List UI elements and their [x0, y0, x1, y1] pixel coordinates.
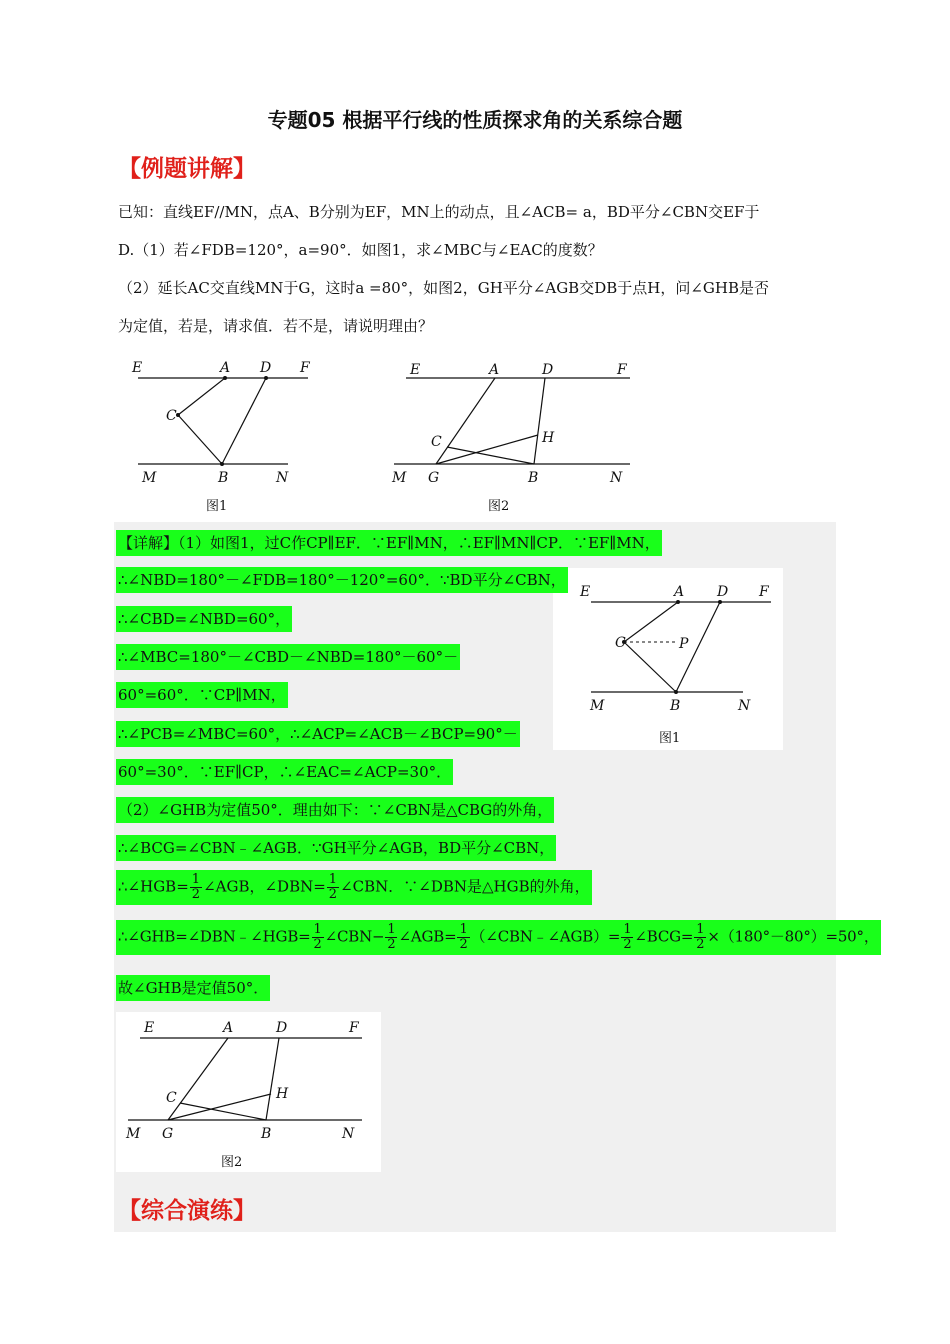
section-heading-practice: 【综合演练】	[118, 1198, 256, 1224]
label-N: N	[276, 470, 289, 486]
label-C: C	[166, 1090, 177, 1106]
label-D: D	[542, 362, 554, 378]
problem-line-3: （2）延长AC交直线MN于G，这时a =80°，如图2，GH平分∠AGB交DB于点H，问∠GHB是否	[118, 279, 769, 297]
solution-line-5: 60°=60°．∵CP∥MN，	[116, 682, 288, 708]
label-E: E	[144, 1020, 155, 1036]
caption-fig1: 图1	[659, 731, 681, 746]
solution-line-2: ∴∠NBD=180°－∠FDB=180°－120°=60°．∵BD平分∠CBN，	[116, 567, 568, 593]
solution-line-9: ∴∠BCG=∠CBN﹣∠AGB．∵GH平分∠AGB，BD平分∠CBN，	[116, 835, 556, 861]
label-A: A	[220, 360, 231, 376]
figure-1	[120, 352, 320, 522]
label-A: A	[674, 584, 685, 600]
label-C: C	[615, 635, 626, 651]
label-N: N	[738, 698, 751, 714]
caption-fig1: 图1	[206, 499, 228, 514]
label-E: E	[580, 584, 591, 600]
label-E: E	[132, 360, 143, 376]
label-D: D	[260, 360, 272, 376]
label-B: B	[528, 470, 539, 486]
label-G: G	[428, 470, 440, 486]
problem-line-4: 为定值，若是，请求值．若不是，请说明理由？	[118, 317, 434, 335]
solution-line-4: ∴∠MBC=180°－∠CBD－∠NBD=180°－60°－	[116, 644, 460, 670]
label-B: B	[261, 1126, 272, 1142]
figure-1-solution	[553, 568, 783, 750]
solution-line-3: ∴∠CBD=∠NBD=60°，	[116, 606, 292, 632]
solution-line-12: 故∠GHB是定值50°．	[116, 975, 270, 1001]
solution-line-1: 【详解】（1）如图1，过C作CP∥EF．∵EF∥MN，∴EF∥MN∥CP．∵EF∥MN，	[116, 530, 662, 556]
caption-fig2: 图2	[221, 1155, 243, 1170]
problem-line-1: 已知：直线EF//MN，点A、B分别为EF，MN上的动点，且∠ACB= a，BD平分∠CBN交EF于	[118, 203, 760, 221]
label-H: H	[542, 430, 555, 446]
solution-line-10: ∴∠HGB= $\frac{1}{2}$ ∠AGB，∠DBN= $\frac{1}{2}$ ∠CBN．∵∠DBN是△HGB的外角，	[116, 870, 592, 905]
label-F: F	[300, 360, 310, 376]
label-A: A	[489, 362, 500, 378]
label-B: B	[218, 470, 229, 486]
label-D: D	[717, 584, 729, 600]
label-F: F	[349, 1020, 359, 1036]
label-N: N	[342, 1126, 355, 1142]
label-A: A	[223, 1020, 234, 1036]
solution-line-7: 60°=30°．∵EF∥CP，∴∠EAC=∠ACP=30°．	[116, 759, 453, 785]
label-D: D	[276, 1020, 288, 1036]
label-G: G	[162, 1126, 174, 1142]
solution-line-11: ∴∠GHB=∠DBN﹣∠HGB= $\frac{1}{2}$ ∠CBN− $\frac{1}{2}$ ∠AGB= $\frac{1}{2}$ （∠CBN﹣∠AGB）= $\frac{1}{2}$ ∠BCG= $\frac{1}{2}$ ×（180°－80°）=50°，	[116, 920, 881, 955]
label-F: F	[617, 362, 627, 378]
figure-2-solution	[116, 1012, 381, 1172]
label-M: M	[392, 470, 407, 486]
label-H: H	[276, 1086, 289, 1102]
label-B: B	[670, 698, 681, 714]
label-M: M	[142, 470, 157, 486]
solution-line-8: （2）∠GHB为定值50°．理由如下：∵∠CBN是△CBG的外角，	[116, 797, 554, 823]
problem-line-2: D.（1）若∠FDB=120°，a=90°．如图1，求∠MBC与∠EAC的度数？	[118, 241, 603, 259]
label-E: E	[410, 362, 421, 378]
caption-fig2: 图2	[488, 499, 510, 514]
figure-2	[388, 352, 638, 522]
label-C: C	[166, 408, 177, 424]
label-F: F	[759, 584, 769, 600]
label-M: M	[590, 698, 605, 714]
label-N: N	[610, 470, 623, 486]
label-M: M	[126, 1126, 141, 1142]
solution-line-6: ∴∠PCB=∠MBC=60°，∴∠ACP=∠ACB－∠BCP=90°－	[116, 721, 520, 747]
label-P: P	[679, 636, 689, 652]
label-C: C	[431, 434, 442, 450]
page-title: 专题05 根据平行线的性质探求角的关系综合题	[267, 108, 683, 132]
section-heading-example: 【例题讲解】	[118, 156, 256, 182]
